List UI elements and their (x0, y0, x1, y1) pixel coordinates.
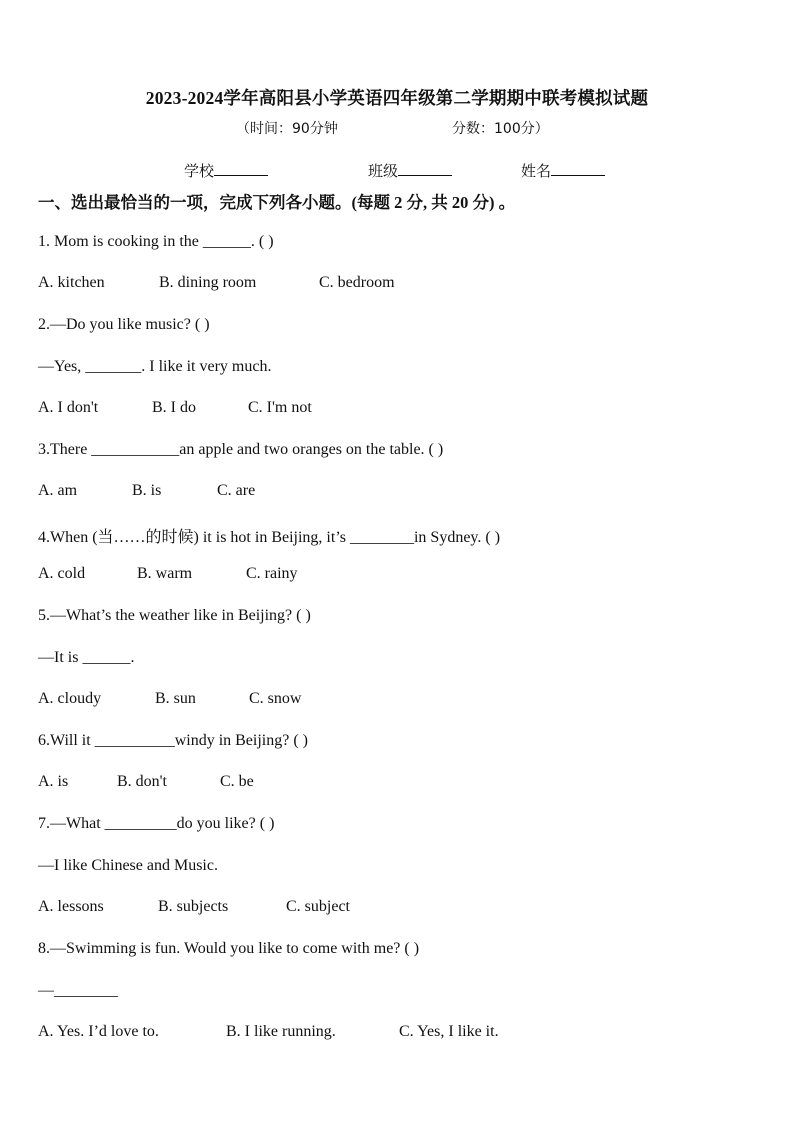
option-a[interactable]: A. is (38, 773, 69, 790)
option-a[interactable]: A. cloudy (38, 690, 102, 707)
option-b[interactable]: B. warm (137, 565, 193, 582)
option-c[interactable]: C. are (217, 482, 256, 499)
question-1: 1. Mom is cooking in the ______. ( ) (38, 233, 274, 250)
option-b[interactable]: B. sun (155, 690, 196, 707)
option-c[interactable]: C. bedroom (319, 274, 395, 291)
option-a[interactable]: A. am (38, 482, 78, 499)
option-a[interactable]: A. Yes. I’d love to. (38, 1023, 159, 1040)
class-blank[interactable] (398, 161, 452, 176)
question-8: 8.—Swimming is fun. Would you like to come with me? ( ) (38, 940, 420, 957)
option-a[interactable]: A. kitchen (38, 274, 105, 291)
option-c[interactable]: C. subject (286, 898, 350, 915)
exam-time: （时间：90分钟 (236, 121, 338, 137)
question-4: 4.When (当……的时候) it is hot in Beijing, it’s ________in Sydney. ( ) (38, 529, 501, 546)
option-c[interactable]: C. I'm not (248, 399, 312, 416)
question-5: 5.—What’s the weather like in Beijing? ( ) (38, 607, 311, 624)
exam-score: 分数：100分） (452, 121, 549, 137)
question-7: 7.—What _________do you like? ( ) (38, 815, 275, 832)
option-b[interactable]: B. I do (152, 399, 196, 416)
question-8-answer-line: —________ (38, 982, 118, 999)
question-7-answer-line: —I like Chinese and Music. (38, 857, 218, 874)
name-blank[interactable] (551, 161, 605, 176)
class-label: 班级 (368, 162, 399, 180)
option-b[interactable]: B. dining room (159, 274, 257, 291)
question-5-answer-line: —It is ______. (38, 649, 135, 666)
option-a[interactable]: A. lessons (38, 898, 104, 915)
option-c[interactable]: C. be (220, 773, 254, 790)
question-2: 2.—Do you like music? ( ) (38, 316, 210, 333)
class-field[interactable] (368, 160, 452, 181)
section-heading: 一、选出最恰当的一项，完成下列各小题。(每题 2 分, 共 20 分) 。 (38, 193, 516, 212)
name-label: 姓名 (521, 162, 552, 180)
option-c[interactable]: C. snow (249, 690, 302, 707)
option-a[interactable]: A. I don't (38, 399, 99, 416)
page-title: 2023-2024学年高阳县小学英语四年级第二学期期中联考模拟试题 (145, 88, 649, 108)
school-blank[interactable] (214, 161, 268, 176)
option-a[interactable]: A. cold (38, 565, 86, 582)
school-field[interactable] (184, 160, 268, 181)
option-c[interactable]: C. Yes, I like it. (399, 1023, 499, 1040)
question-2-answer-line: —Yes, _______. I like it very much. (38, 358, 272, 375)
question-3: 3.There ___________an apple and two oranges on the table. ( ) (38, 441, 444, 458)
option-b[interactable]: B. don't (117, 773, 167, 790)
school-label: 学校 (184, 162, 215, 180)
question-6: 6.Will it __________windy in Beijing? ( ) (38, 732, 308, 749)
option-b[interactable]: B. I like running. (226, 1023, 336, 1040)
option-b[interactable]: B. subjects (158, 898, 229, 915)
name-field[interactable] (521, 160, 605, 181)
option-c[interactable]: C. rainy (246, 565, 298, 582)
option-b[interactable]: B. is (132, 482, 162, 499)
